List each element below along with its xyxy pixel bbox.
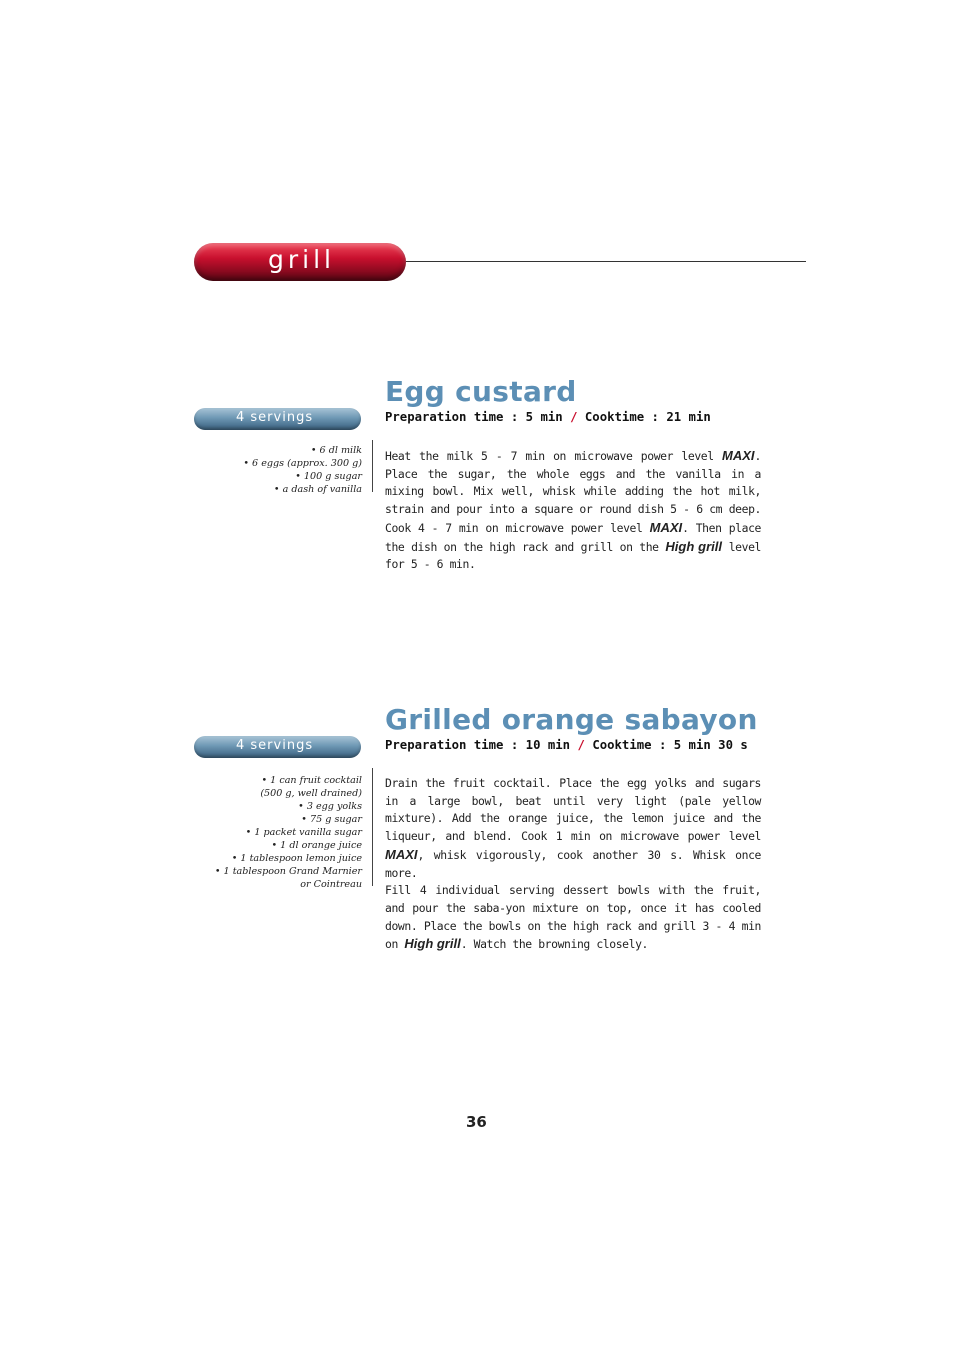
servings-label: 4 servings <box>236 410 314 425</box>
recipe-instructions <box>385 447 761 574</box>
ingredient-item: • 1 dl orange juice <box>271 840 362 851</box>
ingredient-item: • 1 tablespoon lemon juice <box>231 853 362 864</box>
header-rule <box>406 261 806 262</box>
ingredient-item: • 6 eggs (approx. 300 g) <box>243 458 362 469</box>
cook-time: Cooktime : 5 min 30 s <box>592 738 748 752</box>
servings-badge <box>194 736 361 758</box>
ingredient-item: (500 g, well drained) <box>260 788 362 799</box>
ingredient-bracket <box>372 768 373 886</box>
recipe-times <box>385 738 748 752</box>
power-level: MAXI <box>649 519 683 535</box>
section-tab-grill <box>194 243 406 281</box>
instruction-text: Drain the fruit cocktail. Place the egg yolks and sugars in a large bowl, beat until very light (pale yellow mixture). Add the orange juice, the lemon juice and the liqueur, and blend. Cook 1 min on microwave power level <box>385 776 761 844</box>
ingredient-item: • 3 egg yolks <box>298 801 362 812</box>
instruction-text: level for 5 - 6 min. <box>385 539 761 572</box>
recipe-title: Egg custard <box>385 375 577 408</box>
instruction-text: , whisk vigorously, cook another 30 s. Whisk once more. <box>385 847 761 880</box>
grill-level: High grill <box>665 538 722 554</box>
ingredient-item: • 100 g sugar <box>295 471 362 482</box>
ingredient-item: • 1 packet vanilla sugar <box>245 827 362 838</box>
prep-time: Preparation time : 10 min <box>385 738 571 752</box>
instruction-text: . Watch the browning closely. <box>460 937 648 952</box>
instruction-text: . Then place the dish on the high rack and grill on the <box>385 520 762 554</box>
times-separator: / <box>570 410 578 424</box>
ingredient-list <box>200 774 362 891</box>
recipe-title: Grilled orange sabayon <box>385 703 758 736</box>
instruction-text: . Place the sugar, the whole eggs and the vanilla in a mixing bowl. Mix well, whisk while adding the hot milk, strain and pour into a square or round dish 5 - 6 cm deep. Cook 4 - 7 min on microwave power level <box>385 449 761 535</box>
times-separator: / <box>577 738 585 752</box>
ingredient-item: • 75 g sugar <box>301 814 362 825</box>
power-level: MAXI <box>722 448 755 463</box>
recipe-times <box>385 410 711 424</box>
ingredient-item: or Cointreau <box>300 879 362 890</box>
servings-badge <box>194 408 361 430</box>
servings-label: 4 servings <box>236 738 314 753</box>
cook-time: Cooktime : 21 min <box>584 410 711 424</box>
ingredient-item: • 1 can fruit cocktail <box>261 775 362 786</box>
ingredient-bracket <box>372 440 373 492</box>
prep-time: Preparation time : 5 min <box>385 410 563 424</box>
ingredient-list <box>200 444 362 496</box>
ingredient-item: • a dash of vanilla <box>273 484 362 495</box>
ingredient-item: • 1 tablespoon Grand Marnier <box>214 866 362 877</box>
grill-level: High grill <box>404 936 461 952</box>
recipe-instructions <box>385 775 761 954</box>
section-title: grill <box>268 245 335 274</box>
instruction-text: Fill 4 individual serving dessert bowls with the fruit, and pour the saba-yon mixture on top, once it has cooled down. Place the bowls on the high rack and grill 3 - 4 min on <box>385 883 761 952</box>
page-number: 36 <box>466 1113 487 1131</box>
instruction-text: Heat the milk 5 - 7 min on microwave power level <box>385 449 723 463</box>
ingredient-item: • 6 dl milk <box>310 445 362 456</box>
power-level: MAXI <box>385 846 418 862</box>
